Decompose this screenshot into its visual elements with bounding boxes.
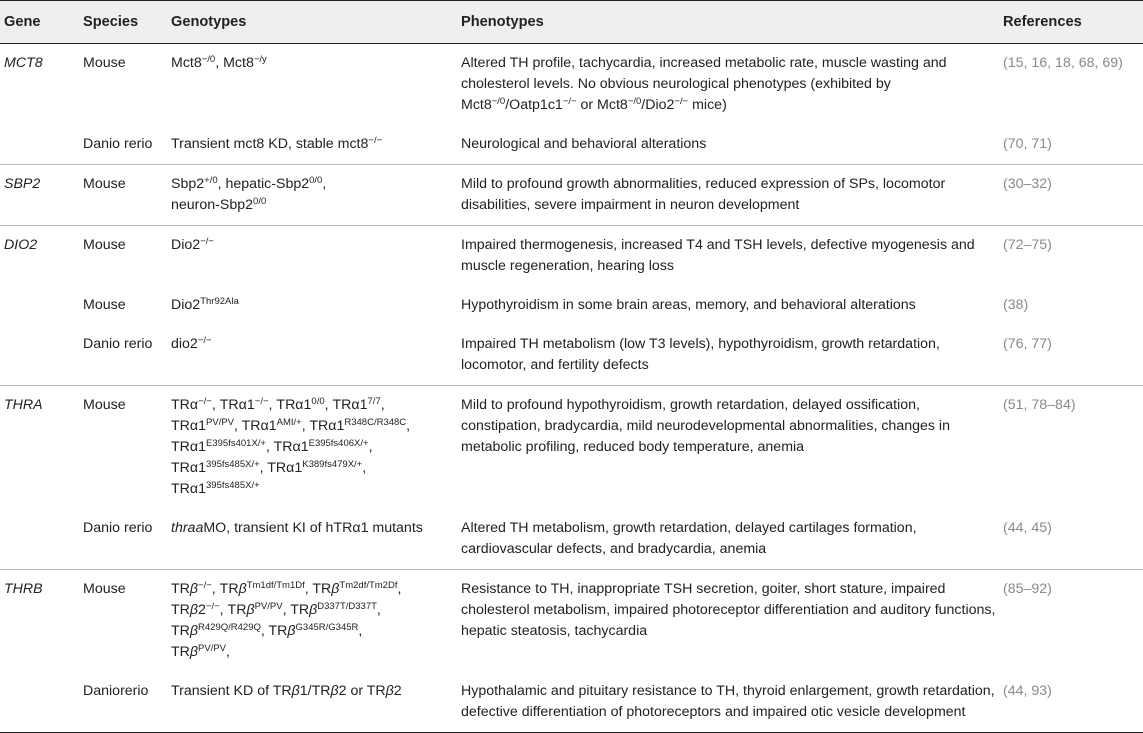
- genotypes-cell: $Sbp2^{+/0}$, hepatic-$Sbp2^{0/0}$, neuron-$Sbp2^{0/0}$: [171, 175, 327, 213]
- genotypes-cell: TRα−/−, TRα1−/−, $TR\alpha 1^{0/0}$, $TR\alpha 1^{7/7}$, $TR\alpha 1^{PV/PV}$, $TR\alpha 1^{AMI/+}$, $TR\alpha 1^{R348C/R348C}$, $TR\alpha 1^{E395fs401X/+}$, $TR\alpha 1^{E395fs406X/+}$, $TR\alpha 1^{395fs485X/+}$, $TR\alpha 1^{K389fs479X/+}$, $TR\alpha 1^{395fs485X/+}$: [171, 396, 411, 497]
- gene-cell: [0, 286, 83, 325]
- table-row: [0, 672, 1143, 733]
- table-row: [0, 125, 1143, 165]
- gene-cell: MCT8: [4, 55, 43, 71]
- gene-cell: [0, 125, 83, 165]
- phenotypes-cell: Altered TH metabolism, growth retardation, delayed cartilages formation, cardiovascular defects, and bradycardia, anemia: [461, 520, 917, 557]
- gene-cell: [0, 325, 83, 386]
- table-row: [0, 570, 1143, 673]
- table-row: [0, 226, 1143, 287]
- header-gene: Gene: [0, 1, 83, 44]
- header-genotypes: Genotypes: [171, 1, 461, 44]
- species-cell: Mouse: [83, 297, 126, 313]
- table-row: [0, 286, 1143, 325]
- gene-cell: SBP2: [4, 176, 41, 192]
- gene-cell: THRA: [4, 397, 43, 413]
- species-cell: Mouse: [83, 581, 126, 597]
- phenotypes-cell: Mild to profound hypothyroidism, growth retardation, delayed ossification, constipation, bradycardia, mild neurodevelopmental abnormalities, changes in metabolic profiling, reduced body temperature, anemia: [461, 397, 950, 455]
- species-cell: Mouse: [83, 397, 126, 413]
- header-phenotypes: Phenotypes: [461, 1, 1003, 44]
- references-cell: (30–32): [1003, 176, 1052, 192]
- genotypes-cell: Transient KD of TRβ1/TRβ2 or TRβ2: [171, 683, 402, 699]
- references-cell: (44, 93): [1003, 683, 1052, 699]
- gene-cell: THRB: [4, 581, 43, 597]
- phenotypes-cell: Altered TH profile, tachycardia, increased metabolic rate, muscle wasting and cholesterol levels. No obvious neurological phenotypes (exhibited by $Mct8^{-/0}/Oatp1c1^{-/-}$ or $Mct8^{-/0}/Dio2^{-/-}$ mice): [461, 55, 947, 113]
- genotypes-cell: TRβ−/−, TRβ$^{Tm1df/Tm1Df}$, TRβ$^{Tm2df/Tm2Df}$, TRβ2−/−, TRβ$^{PV/PV}$, TRβ$^{D337T/D337T}$, TRβ$^{R429Q/R429Q}$, TRβ$^{G345R/G345R}$, TRβ$^{PV/PV}$,: [171, 580, 402, 660]
- header-references: References: [1003, 1, 1143, 44]
- table-row: [0, 325, 1143, 386]
- references-cell: (72–75): [1003, 237, 1052, 253]
- references-cell: (76, 77): [1003, 336, 1052, 352]
- species-cell: Mouse: [83, 55, 126, 71]
- phenotypes-cell: Mild to profound growth abnormalities, reduced expression of SPs, locomotor disabilities, severe impairment in neuron development: [461, 176, 946, 213]
- phenotypes-cell: Neurological and behavioral alterations: [461, 136, 707, 152]
- species-cell: Mouse: [83, 237, 126, 253]
- table-header-row: [0, 1, 1143, 44]
- table-row: [0, 44, 1143, 126]
- references-cell: (85–92): [1003, 581, 1052, 597]
- phenotypes-cell: Impaired thermogenesis, increased T4 and TSH levels, defective myogenesis and muscle regeneration, hearing loss: [461, 237, 975, 274]
- phenotypes-cell: Hypothyroidism in some brain areas, memory, and behavioral alterations: [461, 297, 916, 313]
- genotypes-cell: Transient mct8 KD, stable mct8−/−: [171, 135, 383, 152]
- genotypes-cell: $Mct8^{-/0}$, $Mct8^{-/y}$: [171, 54, 267, 71]
- header-species: Species: [83, 1, 171, 44]
- species-cell: Danio rerio: [83, 520, 153, 536]
- genotypes-cell: $Dio2^{Thr92Ala}$: [171, 296, 239, 313]
- gene-cell: DIO2: [4, 237, 38, 253]
- table-row: [0, 509, 1143, 570]
- phenotypes-cell: Hypothalamic and pituitary resistance to TH, thyroid enlargement, growth retardation, defective differentiation of photoreceptors and impaired otic vesicle development: [461, 683, 995, 720]
- references-cell: (51, 78–84): [1003, 397, 1076, 413]
- references-cell: (70, 71): [1003, 136, 1052, 152]
- species-cell: Daniorerio: [83, 683, 149, 699]
- species-cell: Danio rerio: [83, 136, 153, 152]
- gene-cell: [0, 509, 83, 570]
- genotypes-cell: thraaMO, transient KI of hTRα1 mutants: [171, 520, 423, 536]
- table-row: [0, 165, 1143, 226]
- gene-cell: [0, 672, 83, 733]
- phenotypes-cell: Impaired TH metabolism (low T3 levels), hypothyroidism, growth retardation, locomotor, and fertility defects: [461, 336, 940, 373]
- table-row: [0, 386, 1143, 510]
- species-cell: Mouse: [83, 176, 126, 192]
- species-cell: Danio rerio: [83, 336, 153, 352]
- references-cell: (15, 16, 18, 68, 69): [1003, 55, 1123, 71]
- references-cell: (44, 45): [1003, 520, 1052, 536]
- genotypes-cell: Dio2−/−: [171, 236, 214, 253]
- phenotypes-cell: Resistance to TH, inappropriate TSH secretion, goiter, short stature, impaired cholesterol metabolism, impaired photoreceptor differentiation and auditory functions, hepatic steatosis, tachycardia: [461, 581, 996, 639]
- genotypes-cell: dio2−/−: [171, 335, 212, 352]
- references-cell: (38): [1003, 297, 1029, 313]
